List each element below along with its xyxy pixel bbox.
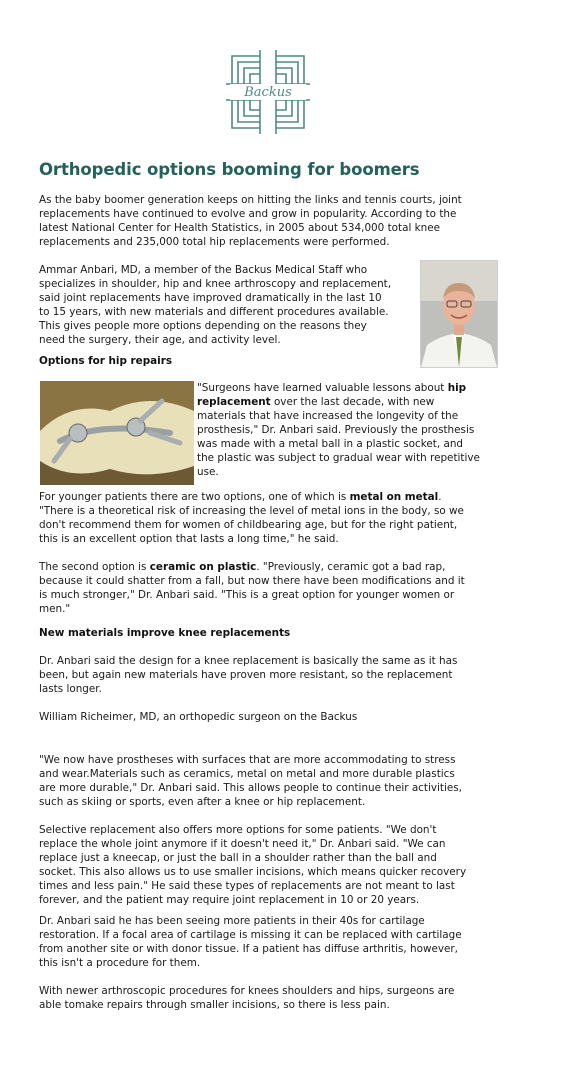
hip-repairs-heading: Options for hip repairs: [39, 355, 173, 367]
article-title: Orthopedic options booming for boomers: [39, 160, 420, 179]
backus-logo: [220, 44, 316, 140]
hip-implant-photo: [40, 381, 194, 485]
knee-heading: New materials improve knee replacements: [39, 627, 291, 639]
logo-text: Backus: [244, 85, 292, 100]
richeimer-line: William Richeimer, MD, an orthopedic surgeon on the Backus: [39, 711, 358, 723]
doctor-photo: [420, 260, 498, 368]
